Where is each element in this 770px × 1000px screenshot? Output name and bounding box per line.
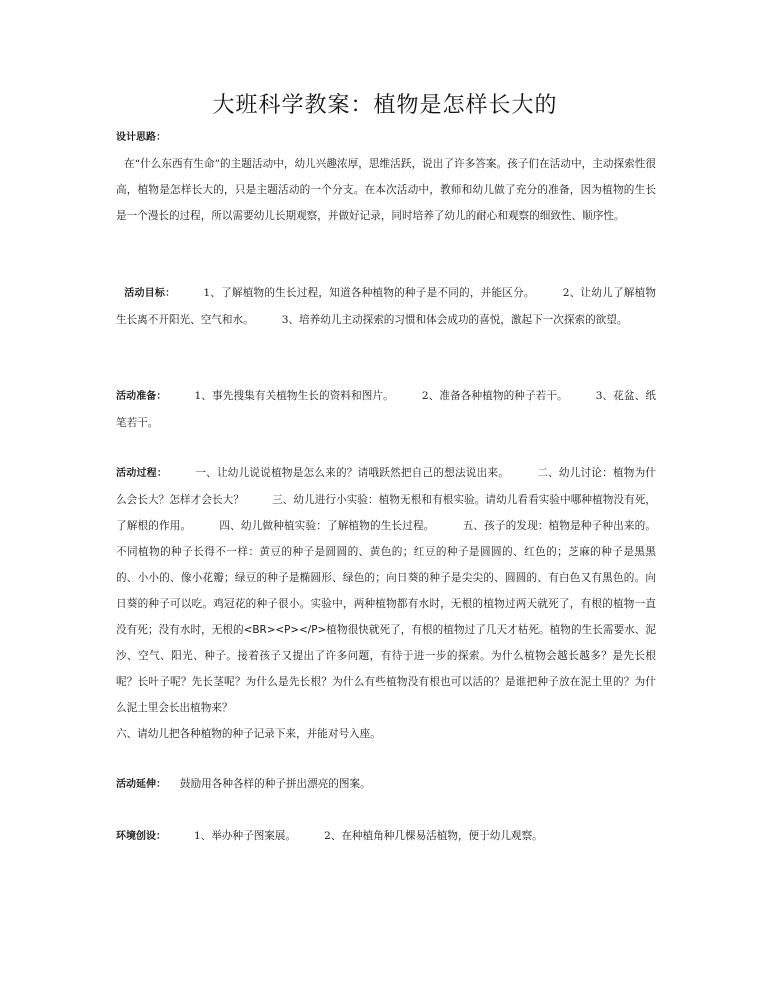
prep-label: 活动准备： — [116, 391, 167, 402]
env-item-1: 1、举办种子图案展。 — [194, 830, 297, 842]
page-title: 大班科学教案：植物是怎样长大的 — [212, 93, 558, 118]
process-item-5-cont: 植物很快就死了，有根的植物过了几天才枯死。植物的生长需要水、泥沙、空气、阳光、种子。接着孩子又提出了许多问题，有待于进一步的探索。为什么植物会越长越多？是先长根呢？长叶子呢？先长茎呢？为什么是先长根？为什么有些植物没有根也可以活的？是谁把种子放在泥土里的？为什么泥土里会长出植物来？ — [116, 624, 656, 714]
goal-item-2: 2、让幼儿了解植物生长离不开阳光、空气和水。 — [116, 287, 656, 326]
extend-text: 鼓励用各种各样的种子拼出漂亮的图案。 — [180, 778, 371, 790]
env-section — [116, 823, 656, 850]
prep-item-2: 2、准备各种植物的种子若干。 — [421, 390, 568, 402]
env-item-2: 2、在种植角种几棵易活植物，便于幼儿观察。 — [324, 830, 543, 842]
env-label: 环境创设： — [116, 831, 166, 842]
process-item-2: 二、幼儿讨论：植物为什么会长大？怎样才会长大？ — [116, 467, 657, 506]
goal-item-1: 1、了解植物的生长过程，知道各种植物的种子是不同的，并能区分。 — [203, 287, 535, 299]
design-text: 在“什么东西有生命”的主题活动中，幼儿兴趣浓厚，思维活跃，说出了许多答案。孩子们在活动中，主动探索性很高，植物是怎样长大的，只是主题活动的一个分支。在本次活动中，教师和幼儿做了充分的准备，因为植物的生长是一个漫长的过程，所以需要幼儿长期观察，并做好记录，同时培养了幼儿的耐心和观察的细致性、顺序性。 — [116, 158, 656, 222]
prep-item-3: 3、花盆、纸笔若干。 — [116, 390, 656, 429]
process-item-5: 五、孩子的发现：植物是种子种出来的。不同植物的种子长得不一样：黄豆的种子是圆圆的、黄色的；红豆的种子是圆圆的、红色的；芝麻的种子是黑黑的、小小的、像小花瓣；绿豆的种子是椭圆形、绿色的；向日葵的种子是尖尖的、圆圆的、有白色又有黑色的。向日葵的种子可以吃。鸡冠花的种子很小。实验中，两种植物都有水时，无根的植物过两天就死了，有根的植物一直没有死；没有水时，无根的 — [116, 520, 657, 636]
process-item-1: 一、让幼儿说说植物是怎么来的？请哦跃然把自己的想法说出来。 — [195, 467, 510, 479]
extend-label: 活动延伸： — [116, 779, 166, 790]
process-item-3: 三、幼儿进行小实验：植物无根和有根实验。请幼儿看看实验中哪种植物没有死，了解根的作用。 — [116, 494, 656, 532]
process-item-6: 六、请幼儿把各种植物的种子记录下来，并能对号入座。 — [116, 728, 381, 740]
design-label: 设计思路： — [116, 132, 166, 143]
process-label: 活动过程： — [116, 468, 168, 479]
design-section — [116, 124, 656, 229]
prep-item-1: 1、事先搜集有关植物生长的资料和图片。 — [194, 390, 394, 402]
process-item-4: 四、幼儿做种植实验：了解植物的生长过程。 — [219, 520, 435, 532]
extend-section — [116, 771, 656, 798]
process-html-tag: <BR><P></P> — [243, 624, 327, 636]
goals-label: 活动目标： — [124, 288, 176, 299]
goal-item-3: 3、培养幼儿主动探索的习惯和体会成功的喜悦，激起下一次探索的欲望。 — [281, 314, 628, 326]
prep-section — [116, 383, 656, 436]
process-section — [116, 460, 656, 747]
goals-section — [116, 280, 656, 333]
